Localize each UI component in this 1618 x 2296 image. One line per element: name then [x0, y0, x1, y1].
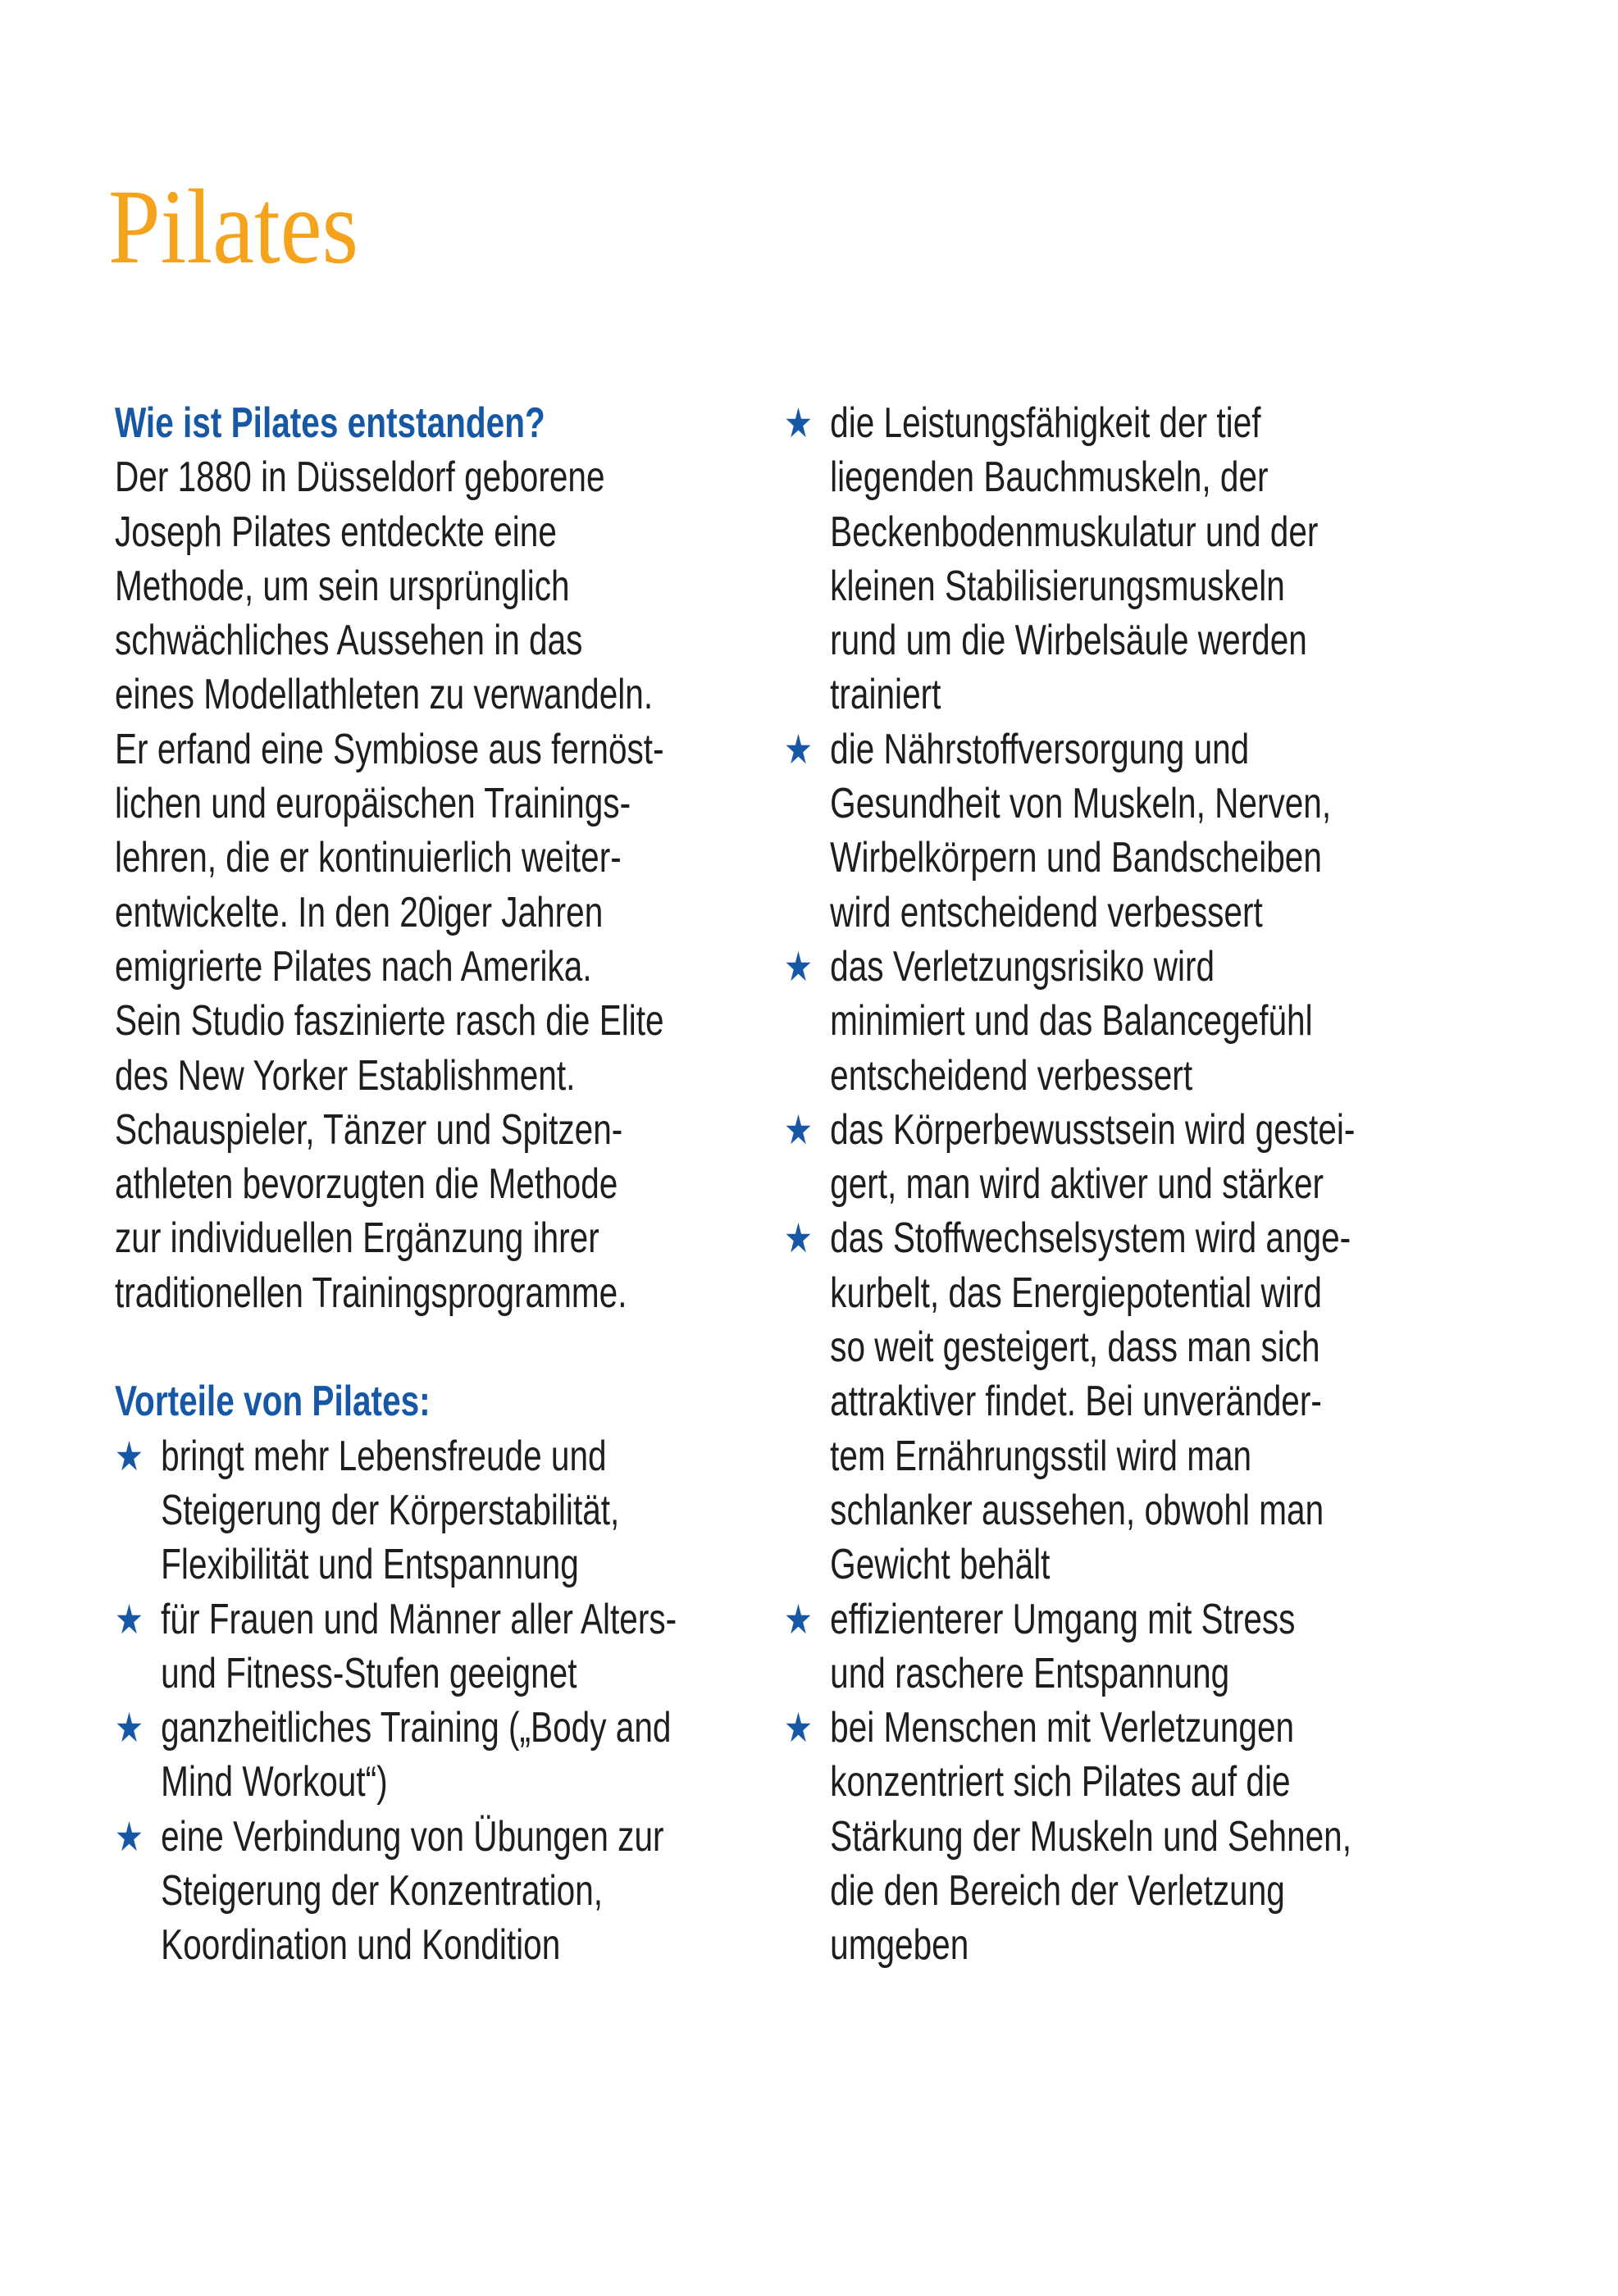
bullet-line: [115, 1701, 754, 1755]
bullet-text: das Körperbewusstsein wird gestei-: [830, 1105, 1356, 1154]
text-line: Methode, um sein ursprünglich: [115, 562, 570, 610]
bullet-text: bringt mehr Lebensfreude und: [161, 1432, 607, 1480]
bullet-text: für Frauen und Männer aller Alters-: [161, 1595, 677, 1643]
right-column: [784, 396, 1424, 1973]
text-line: die den Bereich der Verletzung: [830, 1867, 1285, 1916]
text-line: schlanker aussehen, obwohl man: [830, 1486, 1324, 1534]
text-line: liegenden Bauchmuskeln, der: [830, 453, 1269, 502]
bullet-line: [784, 1103, 1424, 1157]
text-line: lehren, die er kontinuierlich weiter-: [115, 834, 622, 882]
text-line: rund um die Wirbelsäule werden: [830, 617, 1307, 665]
text-line: und raschere Entspannung: [830, 1649, 1230, 1697]
section-heading: Wie ist Pilates entstanden?: [115, 399, 545, 447]
text-line: zur individuellen Ergänzung ihrer: [115, 1214, 599, 1263]
text-line: Stärkung der Muskeln und Sehnen,: [830, 1812, 1352, 1861]
text-line: entscheidend verbessert: [830, 1051, 1193, 1100]
bullet-line: [115, 1592, 754, 1647]
text-line: lichen und europäischen Trainings-: [115, 780, 631, 828]
text-line: tem Ernährungsstil wird man: [830, 1432, 1252, 1480]
text-line: minimiert und das Balancegefühl: [830, 997, 1313, 1046]
bullet-line: [784, 940, 1424, 994]
text-line: Koordination und Kondition: [161, 1921, 561, 1970]
text-line: traditionellen Trainingsprogramme.: [115, 1269, 627, 1317]
bullet-text: bei Menschen mit Verletzungen: [830, 1704, 1295, 1752]
text-line: so weit gesteigert, dass man sich: [830, 1323, 1320, 1372]
section-heading: Vorteile von Pilates:: [115, 1378, 431, 1426]
text-line: entwickelte. In den 20iger Jahren: [115, 888, 604, 936]
bullet-line: [784, 722, 1424, 777]
text-line: Er erfand eine Symbiose aus fernöst-: [115, 725, 664, 773]
text-line: Steigerung der Körperstabilität,: [161, 1486, 620, 1534]
bullet-text: die Nährstoffversorgung und: [830, 725, 1250, 773]
text-line: emigrierte Pilates nach Amerika.: [115, 942, 592, 991]
text-line: trainiert: [830, 671, 941, 719]
star-bullet-icon: ★: [784, 1596, 813, 1642]
text-line: schwächliches Aussehen in das: [115, 617, 583, 665]
star-bullet-icon: ★: [115, 1813, 144, 1860]
text-line: und Fitness-Stufen geeignet: [161, 1649, 577, 1697]
star-bullet-icon: ★: [115, 1596, 144, 1642]
text-line: kleinen Stabilisierungsmuskeln: [830, 562, 1285, 610]
bullet-line: [115, 1810, 754, 1864]
text-line: Gewicht behält: [830, 1541, 1051, 1589]
text-line: wird entscheidend verbessert: [830, 888, 1263, 936]
star-bullet-icon: ★: [784, 943, 813, 990]
page-title: Pilates: [108, 168, 359, 286]
star-bullet-icon: ★: [784, 400, 813, 446]
text-line: athleten bevorzugten die Methode: [115, 1160, 618, 1209]
text-line: des New Yorker Establishment.: [115, 1051, 576, 1100]
bullet-text: die Leistungsfähigkeit der tief: [830, 399, 1261, 447]
text-line: Gesundheit von Muskeln, Nerven,: [830, 780, 1332, 828]
left-column: [115, 396, 754, 1973]
text-line: attraktiver findet. Bei unveränder-: [830, 1378, 1322, 1426]
bullet-text: das Stoffwechselsystem wird ange-: [830, 1214, 1351, 1263]
text-line: eines Modellathleten zu verwandeln.: [115, 671, 654, 719]
star-bullet-icon: ★: [784, 1106, 813, 1153]
text-line: Steigerung der Konzentration,: [161, 1867, 604, 1916]
bullet-line: [784, 1211, 1424, 1265]
text-line: Beckenbodenmuskulatur und der: [830, 508, 1319, 556]
bullet-text: effizienterer Umgang mit Stress: [830, 1595, 1296, 1643]
text-line: Mind Workout“): [161, 1758, 388, 1806]
bullet-line: [115, 1429, 754, 1483]
text-line: konzentriert sich Pilates auf die: [830, 1758, 1291, 1806]
star-bullet-icon: ★: [784, 726, 813, 772]
bullet-line: [784, 1701, 1424, 1755]
text-line: gert, man wird aktiver und stärker: [830, 1160, 1324, 1209]
bullet-text: das Verletzungsrisiko wird: [830, 942, 1215, 991]
bullet-text: ganzheitliches Training („Body and: [161, 1704, 672, 1752]
text-line: umgeben: [830, 1921, 969, 1970]
text-line: Schauspieler, Tänzer und Spitzen-: [115, 1105, 623, 1154]
star-bullet-icon: ★: [784, 1705, 813, 1752]
bullet-text: eine Verbindung von Übungen zur: [161, 1812, 664, 1861]
bullet-line: [784, 396, 1424, 450]
star-bullet-icon: ★: [115, 1705, 144, 1752]
star-bullet-icon: ★: [115, 1433, 144, 1479]
bullet-line: [784, 1592, 1424, 1647]
text-line: Flexibilität und Entspannung: [161, 1541, 579, 1589]
text-line: Sein Studio faszinierte rasch die Elite: [115, 997, 664, 1046]
text-line: kurbelt, das Energiepotential wird: [830, 1269, 1322, 1317]
star-bullet-icon: ★: [784, 1215, 813, 1262]
text-line: Wirbelkörpern und Bandscheiben: [830, 834, 1322, 882]
text-line: Der 1880 in Düsseldorf geborene: [115, 453, 605, 502]
text-line: Joseph Pilates entdeckte eine: [115, 508, 557, 556]
line-spacer: [115, 1320, 754, 1374]
